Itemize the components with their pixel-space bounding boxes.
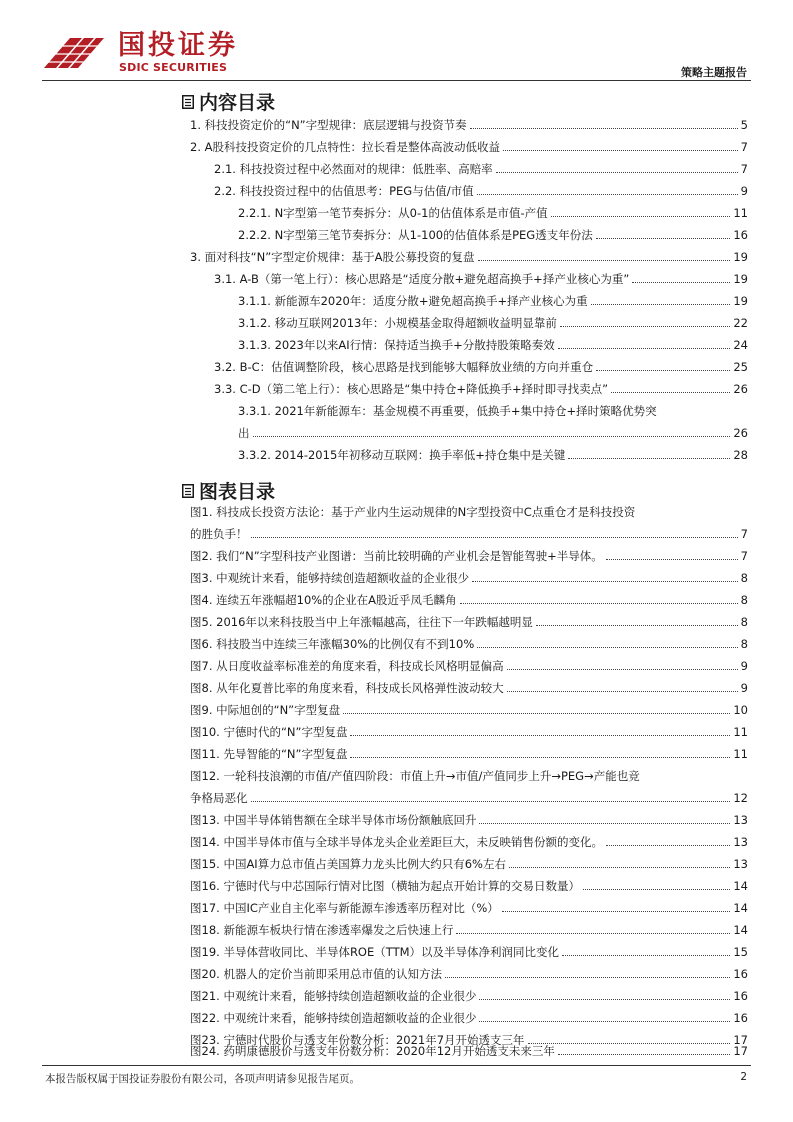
figure-entry[interactable]: 图10. 宁德时代的“N”字型复盘 11	[190, 725, 748, 739]
toc-entry[interactable]: 2.2.2. N字型第三笔节奏拆分：从1-100的估值体系是PEG透支年份法 16	[238, 228, 748, 242]
figure-entry[interactable]: 图15. 中国AI算力总市值占美国算力龙头比例大约只有6%左右 13	[190, 857, 748, 871]
toc-entry[interactable]: 2.1. 科技投资过程中必然面对的规律：低胜率、高赔率 7	[214, 162, 748, 176]
figure-entry[interactable]: 图16. 宁德时代与中芯国际行情对比图（横轴为起点开始计算的交易日数量） 14	[190, 879, 748, 893]
header-divider	[42, 80, 751, 81]
figure-entry[interactable]: 的胜负手！ 7	[190, 527, 748, 541]
figure-entry[interactable]: 图5. 2016年以来科技股当中上年涨幅越高，往往下一年跌幅越明显 8	[190, 615, 748, 629]
logo-mark-icon	[42, 34, 108, 70]
figures-title: 图表目录	[182, 477, 275, 504]
figure-entry[interactable]: 图6. 科技股当中连续三年涨幅30%的比例仅有不到10% 8	[190, 637, 748, 651]
figure-entry[interactable]: 图9. 中际旭创的“N”字型复盘 10	[190, 703, 748, 717]
document-list-icon	[182, 484, 194, 498]
toc-entry[interactable]: 2. A股科技投资定价的几点特性：拉长看是整体高波动低收益 7	[190, 140, 748, 154]
toc-entry[interactable]: 3.2. B-C：估值调整阶段，核心思路是找到能够大幅释放业绩的方向并重仓 25	[214, 360, 748, 374]
toc-entry[interactable]: 3.1.1. 新能源车2020年：适度分散+避免超高换手+择产业核心为重 19	[238, 294, 748, 308]
figure-entry[interactable]: 图8. 从年化夏普比率的角度来看，科技成长风格弹性波动较大 9	[190, 681, 748, 695]
toc-entry[interactable]: 出 26	[238, 426, 748, 440]
contents-title: 内容目录	[182, 88, 275, 115]
figure-entry[interactable]: 图17. 中国IC产业自主化率与新能源车渗透率历程对比（%） 14	[190, 901, 748, 915]
toc-entry[interactable]: 3.3. C-D（第二笔上行）：核心思路是“集中持仓+降低换手+择时即寻找卖点” 26	[214, 382, 748, 396]
toc-entry[interactable]: 1. 科技投资定价的“N”字型规律：底层逻辑与投资节奏 5	[190, 118, 748, 132]
figure-entry[interactable]: 图7. 从日度收益率标准差的角度来看，科技成长风格明显偏高 9	[190, 659, 748, 673]
figure-entry[interactable]: 图19. 半导体营收同比、半导体ROE（TTM）以及半导体净利润同比变化 15	[190, 945, 748, 959]
toc-entry[interactable]: 2.2. 科技投资过程中的估值思考：PEG与估值/市值 9	[214, 184, 748, 198]
figure-entry[interactable]: 图24. 药明康德股价与透支年份数分析：2020年12月开始透支未来三年 17	[190, 1044, 748, 1058]
figure-entry-line1[interactable]: 图1. 科技成长投资方法论：基于产业内生运动规律的N字型投资中C点重仓才是科技投资	[190, 505, 636, 519]
figure-entry[interactable]: 图2. 我们“N”字型科技产业图谱：当前比较明确的产业机会是智能驾驶+半导体。 7	[190, 549, 748, 563]
figure-entry[interactable]: 图14. 中国半导体市值与全球半导体龙头企业差距巨大，未反映销售份额的变化。 13	[190, 835, 748, 849]
toc-entry[interactable]: 2.2.1. N字型第一笔节奏拆分：从0-1的估值体系是市值-产值 11	[238, 206, 748, 220]
toc-entry[interactable]: 3.3.2. 2014-2015年初移动互联网：换手率低+持仓集中是关键 28	[238, 448, 748, 462]
report-type-label: 策略主题报告	[681, 66, 747, 79]
figure-entry[interactable]: 图18. 新能源车板块行情在渗透率爆发之后快速上行 14	[190, 923, 748, 937]
figure-entry[interactable]: 图11. 先导智能的“N”字型复盘 11	[190, 747, 748, 761]
figure-entry[interactable]: 图21. 中观统计来看，能够持续创造超额收益的企业很少 16	[190, 989, 748, 1003]
figure-entry[interactable]: 图13. 中国半导体销售额在全球半导体市场份额触底回升 13	[190, 813, 748, 827]
document-list-icon	[182, 95, 194, 109]
figure-entry[interactable]: 图23. 宁德时代股价与透支年份数分析：2021年7月开始透支三年 17	[190, 1033, 748, 1047]
figure-entry[interactable]: 图3. 中观统计来看，能够持续创造超额收益的企业很少 8	[190, 571, 748, 585]
figure-entry[interactable]: 图22. 中观统计来看，能够持续创造超额收益的企业很少 16	[190, 1011, 748, 1025]
page-number: 2	[740, 1071, 747, 1083]
figure-entry[interactable]: 争格局恶化 12	[190, 791, 748, 805]
figure-entry-line1[interactable]: 图12. 一轮科技浪潮的市值/产值四阶段：市值上升→市值/产值同步上升→PEG→产能也竞	[190, 769, 640, 783]
figure-entry[interactable]: 图4. 连续五年涨幅超10%的企业在A股近乎凤毛麟角 8	[190, 593, 748, 607]
toc-entry[interactable]: 3.1. A-B（第一笔上行）：核心思路是“适度分散+避免超高换手+择产业核心为重” 19	[214, 272, 748, 286]
toc-entry[interactable]: 3.1.2. 移动互联网2013年：小规模基金取得超额收益明显靠前 22	[238, 316, 748, 330]
toc-entry[interactable]: 3.1.3. 2023年以来AI行情：保持适当换手+分散持股策略奏效 24	[238, 338, 748, 352]
logo-text-en: SDIC SECURITIES	[119, 61, 228, 74]
logo-text-cn: 国投证券	[118, 30, 238, 61]
figure-entry[interactable]: 图20. 机器人的定价当前即采用总市值的认知方法 16	[190, 967, 748, 981]
footer-divider	[42, 1065, 751, 1066]
toc-entry-line1[interactable]: 3.3.1. 2021年新能源车：基金规模不再重要，低换手+集中持仓+择时策略优势突	[238, 404, 657, 418]
toc-entry[interactable]: 3. 面对科技“N”字型定价规律：基于A股公募投资的复盘 19	[190, 250, 748, 264]
footer-disclaimer: 本报告版权属于国投证券股份有限公司，各项声明请参见报告尾页。	[45, 1073, 360, 1085]
